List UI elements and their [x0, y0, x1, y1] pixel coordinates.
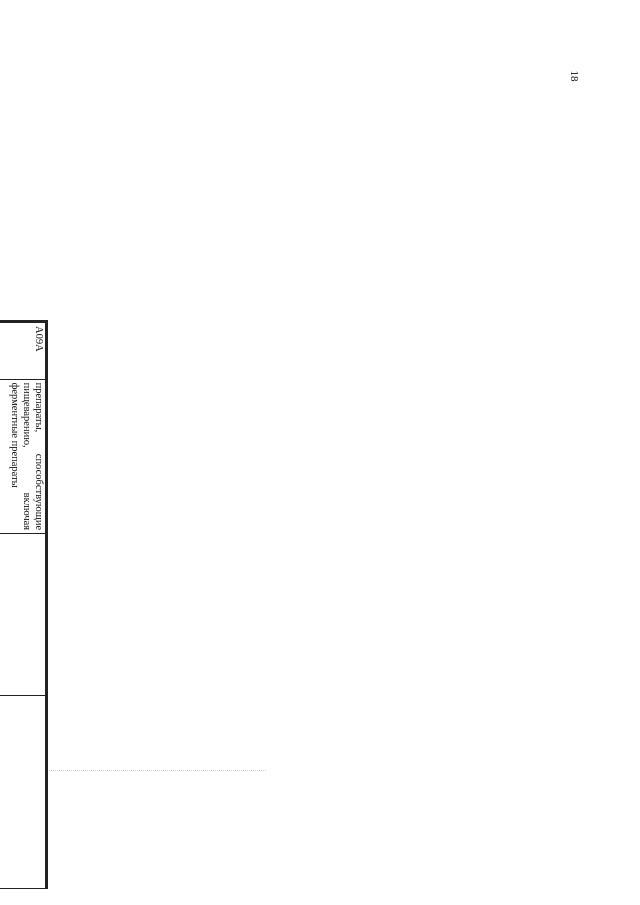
page-number: 18 — [568, 70, 580, 82]
scan-artifact — [46, 770, 266, 772]
table-row — [0, 323, 46, 889]
medication-table — [0, 322, 46, 889]
medication-table-rotated — [0, 320, 48, 889]
inn-name — [0, 534, 46, 696]
dosage-forms — [0, 696, 46, 889]
group-name: препараты, способствующие пищеварению, включая ферментные препараты — [0, 379, 46, 534]
atc-code: A09A — [0, 323, 46, 380]
